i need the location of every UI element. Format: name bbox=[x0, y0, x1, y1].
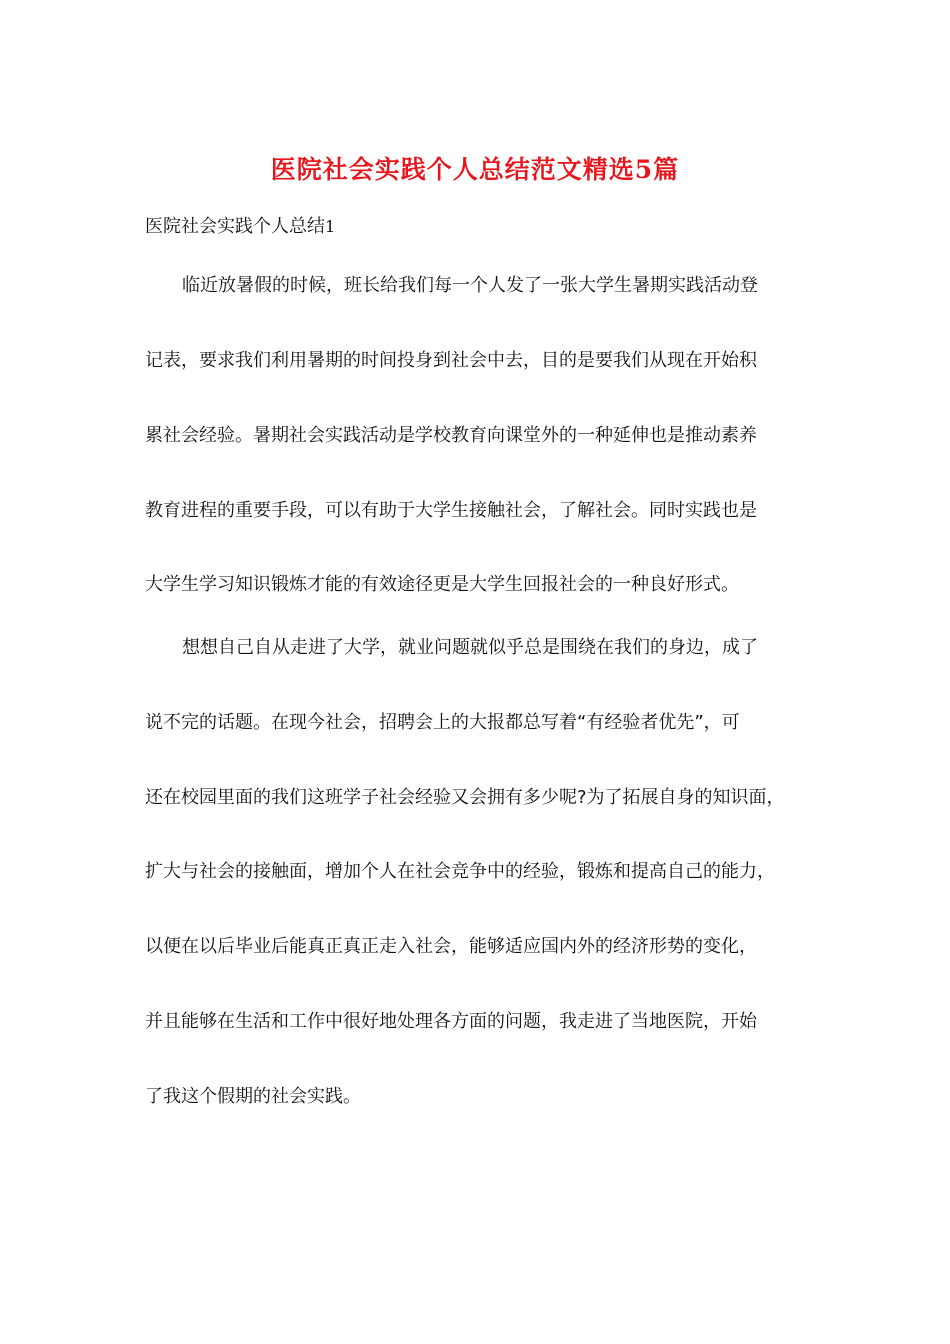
section-number: 1 bbox=[325, 217, 336, 236]
paragraph-1-line-1: 临近放暑假的时候，班长给我们每一个人发了一张大学生暑期实践活动登 bbox=[182, 275, 758, 296]
paragraph-1-line-3: 累社会经验。暑期社会实践活动是学校教育向课堂外的一种延伸也是推动素养 bbox=[145, 425, 757, 446]
section-heading-text: 医院社会实践个人总结 bbox=[145, 216, 325, 237]
paragraph-1-line-2: 记表，要求我们利用暑期的时间投身到社会中去，目的是要我们从现在开始积 bbox=[145, 350, 757, 371]
paragraph-1-line-4: 教育进程的重要手段，可以有助于大学生接触社会，了解社会。同时实践也是 bbox=[145, 500, 757, 521]
paragraph-2-line-6: 并且能够在生活和工作中很好地处理各方面的问题，我走进了当地医院，开始 bbox=[145, 1011, 757, 1032]
paragraph-2-line-1: 想想自己自从走进了大学，就业问题就似乎总是围绕在我们的身边，成了 bbox=[182, 637, 758, 658]
section-heading bbox=[145, 212, 335, 238]
paragraph-2-line-5: 以便在以后毕业后能真正真正走入社会，能够适应国内外的经济形势的变化， bbox=[145, 936, 757, 957]
paragraph-2-line-2: 说不完的话题。在现今社会，招聘会上的大报都总写着“有经验者优先”，可 bbox=[145, 712, 740, 733]
document-title: 医院社会实践个人总结范文精选5篇 bbox=[270, 155, 680, 184]
paragraph-2-line-4: 扩大与社会的接触面，增加个人在社会竞争中的经验，锻炼和提高自己的能力， bbox=[145, 861, 775, 882]
paragraph-1-line-5: 大学生学习知识锻炼才能的有效途径更是大学生回报社会的一种良好形式。 bbox=[145, 574, 739, 595]
paragraph-2-line-3: 还在校园里面的我们这班学子社会经验又会拥有多少呢?为了拓展自身的知识面， bbox=[145, 787, 785, 808]
paragraph-2-line-7: 了我这个假期的社会实践。 bbox=[145, 1086, 361, 1107]
